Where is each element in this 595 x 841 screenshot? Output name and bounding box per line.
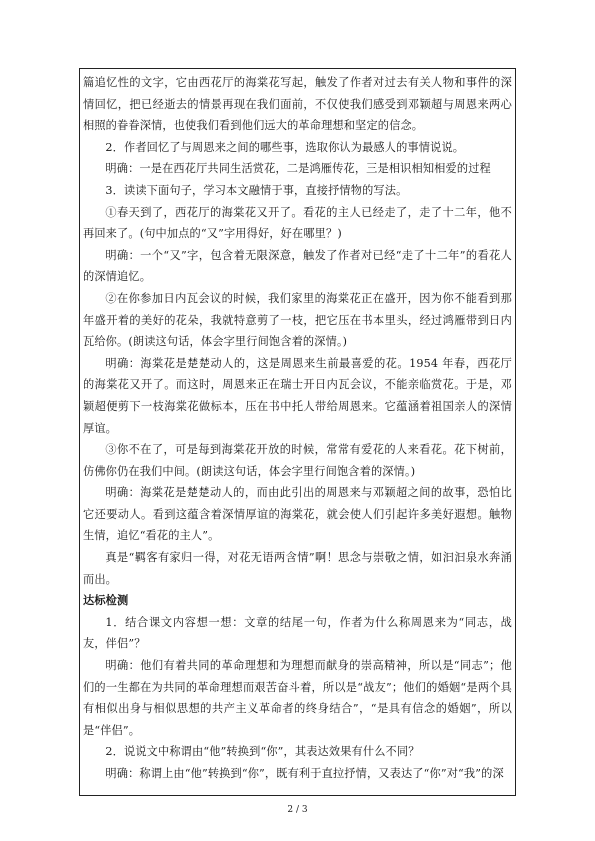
paragraph: 1．结合课文内容想一想：文章的结尾一句，作者为什么称周恩来为“同志，战友，伴侣”？ xyxy=(83,615,512,651)
document-body xyxy=(83,72,512,785)
paragraph: 篇追忆性的文字，它由西花厅的海棠花写起，触发了作者对过去有关人物和事件的深情回忆，把已经逝去的情景再现在我们面前，不仅使我们感受到邓颖超与周恩来两心相照的眷眷深情，也使我们看到他们远大的革命理想和坚定的信念。 xyxy=(83,76,512,133)
paragraph: 明确：一是在西花厅共同生活赏花，二是鸿雁传花，三是相识相知相爱的过程 xyxy=(105,162,491,176)
paragraph: 2．作者回忆了与周恩来之间的哪些事，选取你认为最感人的事情说说。 xyxy=(105,140,465,154)
paragraph: ①春天到了，西花厅的海棠花又开了。看花的主人已经走了，走了十二年，他不再回来了。(句中加点的“又”字用得好，好在哪里？) xyxy=(83,205,512,241)
paragraph: ③你不在了，可是每到海棠花开放的时候，常常有爱花的人来看花。花下树前，仿佛你仍在我们中间。(朗读这句话，体会字里行间饱含着的深情。) xyxy=(83,443,512,478)
section-heading: 达标检测 xyxy=(83,594,129,608)
paragraph: 明确：一个“又”字，包含着无限深意，触发了作者对已经“走了十二年”的看花人的深情追忆。 xyxy=(83,248,512,284)
paragraph: 3．读读下面句子，学习本文融情于事，直接抒情物的写法。 xyxy=(105,183,408,197)
paragraph: ②在你参加日内瓦会议的时候，我们家里的海棠花正在盛开，因为你不能看到那年盛开着的美好的花朵，我就特意剪了一枝，把它压在书本里头，经过鸿雁带到日内瓦给你。(朗读这句话，体会字里行间饱含着的深情。) xyxy=(83,291,512,349)
page-number: 2 / 3 xyxy=(287,805,308,815)
paragraph: 真是“羁客有家归一得，对花无语两含情”啊！思念与崇敬之情，如汩汩泉水奔涌而出。 xyxy=(83,551,512,586)
paragraph: 2．说说文中称谓由“他”转换到“你”，其表达效果有什么不同？ xyxy=(105,745,420,759)
paragraph: 明确：称谓上由“他”转换到“你”，既有利于直拉抒情，又表达了“你”对“我”的深 xyxy=(105,767,504,780)
paragraph: 明确：海棠花是楚楚动人的，这是周恩来生前最喜爱的花。1954 年春，西花厅的海棠花又开了。而这时，周恩来正在瑞士开日内瓦会议，不能亲临赏花。于是，邓颖超便剪下一枝海棠花做标本，压在书中托人带给周恩来。它蕴涵着祖国亲人的深情厚谊。 xyxy=(83,356,512,435)
paragraph: 明确：他们有着共同的革命理想和为理想而献身的崇高精神，所以是“同志”；他们的一生都在为共同的革命理想而艰苦奋斗着，所以是“战友”；他们的婚姻“是两个具有相似出身与相似思想的共产主义革命者的终身结合”，“是具有信念的婚姻”，所以是“伴侣”。 xyxy=(83,659,512,737)
paragraph: 明确：海棠花是楚楚动人的，而由此引出的周恩来与邓颖超之间的故事，恐怕比它还要动人。看到这蕴含着深情厚谊的海棠花，就会使人们引起许多美好遐想。触物生情，追忆“看花的主人”。 xyxy=(83,486,512,543)
